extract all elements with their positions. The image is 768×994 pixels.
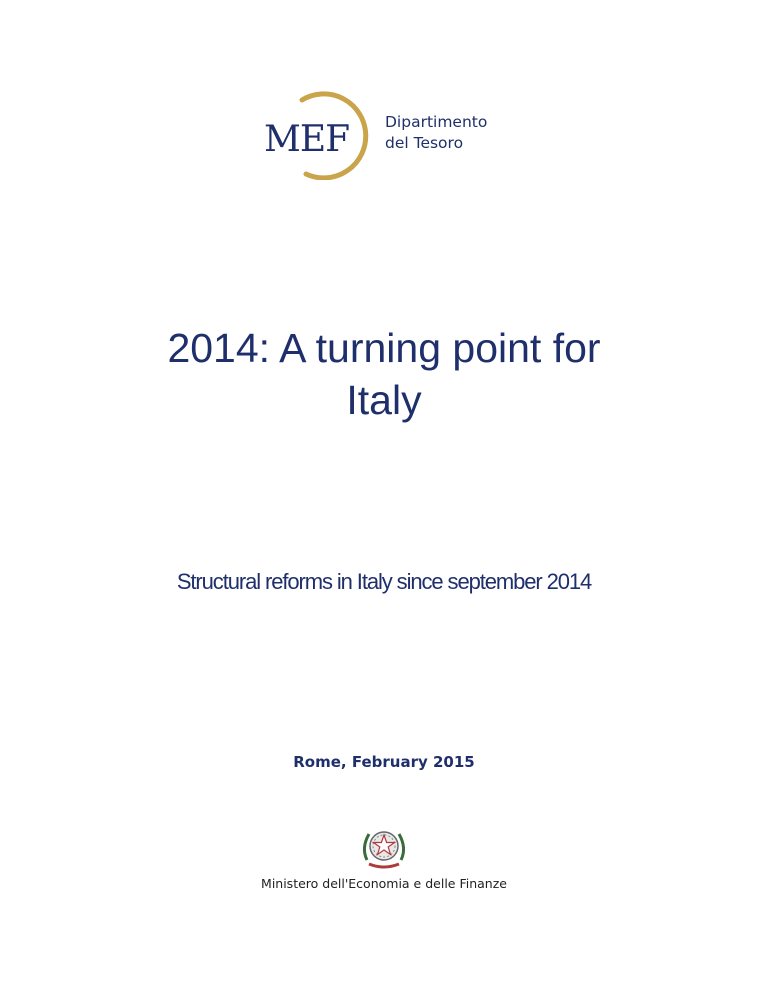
department-line-2: del Tesoro — [385, 134, 464, 152]
department-line-1: Dipartimento — [385, 113, 488, 131]
publication-date: Rome, February 2015 — [293, 753, 475, 771]
document-subtitle: Structural reforms in Italy since september 2014 — [176, 569, 592, 594]
document-title — [0, 322, 768, 426]
title-line-2: Italy — [346, 377, 422, 423]
mef-logo — [262, 88, 502, 180]
department-name — [385, 112, 487, 154]
title-line-1: 2014: A turning point for — [167, 325, 601, 371]
ministry-name: Ministero dell'Economia e delle Finanze — [261, 876, 507, 891]
mef-logo-mark — [262, 88, 382, 180]
italian-republic-emblem-icon — [357, 822, 411, 872]
mef-wordmark: MEF — [264, 119, 350, 160]
